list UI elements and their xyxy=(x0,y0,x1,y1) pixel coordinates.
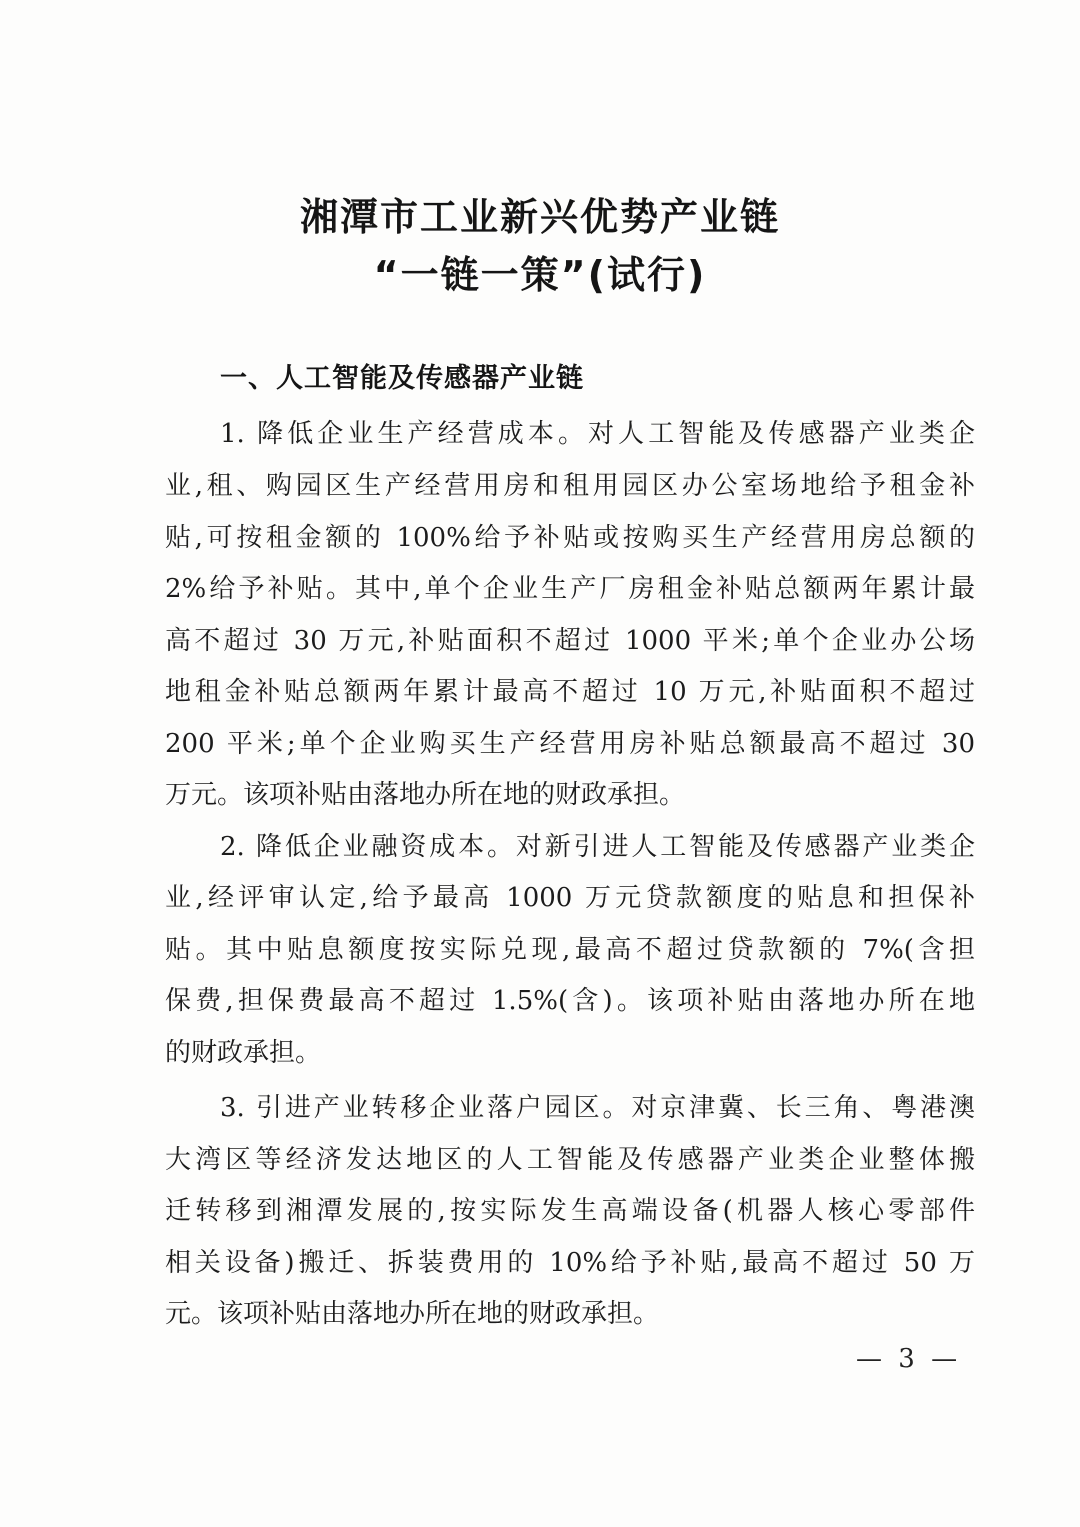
paragraph-2-line-4: 保费,担保费最高不超过 1.5%(含)。该项补贴由落地办所在地 xyxy=(165,986,975,1016)
paragraph-3-line-4: 相关设备)搬迁、拆装费用的 10%给予补贴,最高不超过 50 万 xyxy=(165,1248,975,1278)
paragraph-1-line-5: 高不超过 30 万元,补贴面积不超过 1000 平米;单个企业办公场 xyxy=(165,626,975,656)
section-heading: 一、人工智能及传感器产业链 xyxy=(220,363,584,394)
document-title-line-1: 湘潭市工业新兴优势产业链 xyxy=(299,195,780,239)
paragraph-3-line-3: 迁转移到湘潭发展的,按实际发生高端设备(机器人核心零部件 xyxy=(165,1196,975,1226)
paragraph-2-line-5: 的财政承担。 xyxy=(165,1038,322,1068)
paragraph-1-line-6: 地租金补贴总额两年累计最高不超过 10 万元,补贴面积不超过 xyxy=(165,677,975,707)
paragraph-1-line-1: 1. 降低企业生产经营成本。对人工智能及传感器产业类企 xyxy=(220,419,975,449)
paragraph-2-line-3: 贴。其中贴息额度按实际兑现,最高不超过贷款额的 7%(含担 xyxy=(165,935,975,965)
paragraph-2-line-1: 2. 降低企业融资成本。对新引进人工智能及传感器产业类企 xyxy=(220,832,975,862)
page-number: — 3 — xyxy=(856,1344,962,1374)
paragraph-3-line-5: 元。该项补贴由落地办所在地的财政承担。 xyxy=(165,1299,660,1329)
paragraph-3-line-2: 大湾区等经济发达地区的人工智能及传感器产业类企业整体搬 xyxy=(165,1145,975,1175)
paragraph-3-line-1: 3. 引进产业转移企业落户园区。对京津冀、长三角、粤港澳 xyxy=(220,1093,975,1123)
paragraph-1-line-8: 万元。该项补贴由落地办所在地的财政承担。 xyxy=(165,780,686,810)
paragraph-1-line-2: 业,租、购园区生产经营用房和租用园区办公室场地给予租金补 xyxy=(165,471,975,501)
paragraph-1-line-3: 贴,可按租金额的 100%给予补贴或按购买生产经营用房总额的 xyxy=(165,523,975,553)
paragraph-2-line-2: 业,经评审认定,给予最高 1000 万元贷款额度的贴息和担保补 xyxy=(165,883,975,913)
paragraph-1-line-4: 2%给予补贴。其中,单个企业生产厂房租金补贴总额两年累计最 xyxy=(165,574,975,604)
document-title-line-2: “一链一策”(试行) xyxy=(373,253,707,297)
paragraph-1-line-7: 200 平米;单个企业购买生产经营用房补贴总额最高不超过 30 xyxy=(165,729,975,759)
